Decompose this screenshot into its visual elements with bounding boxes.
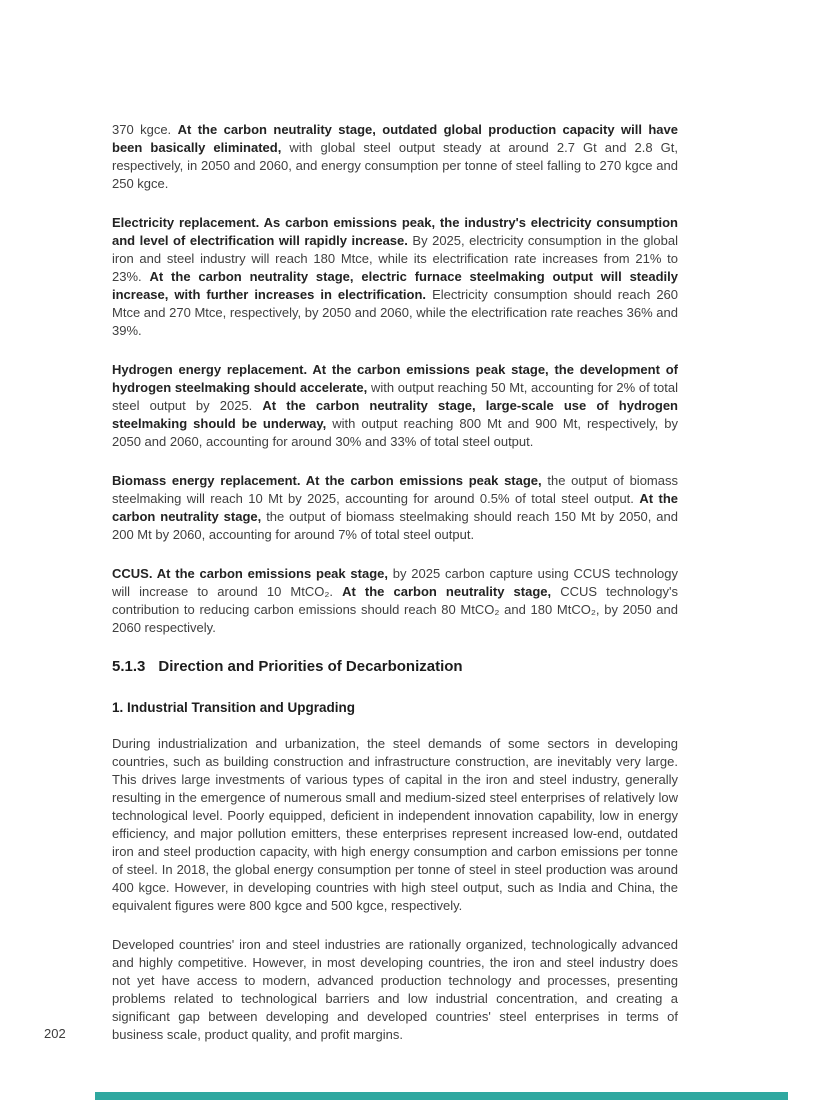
text-segment: Electricity consumption should reach 260 Mtce and 270 Mtce, respectively, by 2050 and 2060, while the electrification rate reaches 36% and 39%.: [112, 287, 679, 338]
paragraph: [112, 936, 678, 1044]
text-segment: CCUS. At the carbon emissions peak stage,: [112, 566, 393, 581]
text-segment: CCUS technology's contribution to reducing carbon emissions should reach 80 MtCO₂ and 180 MtCO₂, by 2050 and 2060 respectively.: [112, 584, 678, 635]
paragraph: [112, 472, 678, 544]
text-segment: During industrialization and urbanization, the steel demands of some sectors in developing countries, such as building construction and infrastructure construction, are inevitably very large. This drives large investments of various types of capital in the iron and steel industry, generally resulting in the emergence of numerous small and medium-sized steel enterprises of relatively low technological level. Poorly equipped, deficient in independent innovation capability, low in energy efficiency, and major pollution emitters, these enterprises represent increased low-end, outdated iron and steel production capacity, with high energy consumption and carbon emissions per tonne of steel. In 2018, the global energy consumption per tonne of steel in steel production was around 400 kgce. However, in developing countries with high steel output, such as India and China, the equivalent figures were 800 kgce and 500 kgce, respectively.: [112, 736, 678, 913]
paragraph: [112, 121, 678, 193]
text-segment: At the carbon neutrality stage, electric furnace steelmaking output will steadily increase, with further increases in electrification.: [112, 269, 678, 302]
text-segment: Biomass energy replacement. At the carbon emissions peak stage,: [112, 473, 548, 488]
text-segment: with global steel output steady at around 2.7 Gt and 2.8 Gt, respectively, in 2050 and 2060, and energy consumption per tonne of steel falling to 270 kgce and 250 kgce.: [112, 140, 678, 191]
text-segment: By 2025, electricity consumption in the global iron and steel industry will reach 180 Mtce, while its electrification rate increases from 21% to 23%.: [112, 233, 678, 284]
text-segment: by 2025 carbon capture using CCUS technology will increase to around 10 MtCO₂.: [112, 566, 678, 599]
paragraph: [112, 361, 678, 451]
text-segment: with output reaching 800 Mt and 900 Mt, respectively, by 2050 and 2060, accounting for around 30% and 33% of total steel output.: [112, 416, 678, 449]
text-segment: At the carbon neutrality stage, outdated global production capacity will have been basically eliminated,: [112, 122, 678, 155]
text-segment: Hydrogen energy replacement. At the carbon emissions peak stage, the development of hydrogen steelmaking should accelerate,: [112, 362, 678, 395]
text-segment: the output of biomass steelmaking should reach 150 Mt by 2050, and 200 Mt by 2060, accounting for around 7% of total steel output.: [112, 509, 678, 542]
text-segment: At the carbon neutrality stage, large-scale use of hydrogen steelmaking should be underway,: [112, 398, 678, 431]
section-heading-number: 5.1.3: [112, 658, 146, 675]
paragraph: [112, 735, 678, 915]
paragraph: [112, 214, 678, 340]
footer-accent-bar: [95, 1092, 788, 1100]
section-heading-text: Direction and Priorities of Decarbonization: [158, 658, 463, 675]
text-segment: with output reaching 50 Mt, accounting for 2% of total steel output by 2025.: [112, 380, 678, 413]
text-segment: the output of biomass steelmaking will reach 10 Mt by 2025, accounting for around 0.5% of total steel output.: [112, 473, 678, 506]
text-segment: 370 kgce.: [112, 122, 178, 137]
subsection-heading: 1. Industrial Transition and Upgrading: [112, 700, 356, 715]
page-number: 202: [44, 1026, 66, 1041]
text-segment: At the carbon neutrality stage,: [112, 491, 678, 524]
text-segment: Developed countries' iron and steel industries are rationally organized, technologically advanced and highly competitive. However, in most developing countries, the iron and steel industry does not yet have access to modern, advanced production technology and processes, presenting problems related to technological barriers and low industrial concentration, and creating a significant gap between developing and developed countries' steel enterprises in terms of business scale, product quality, and profit margins.: [112, 937, 678, 1042]
text-segment: Electricity replacement. As carbon emissions peak, the industry's electricity consumption and level of electrification will rapidly increase.: [112, 215, 678, 248]
text-segment: At the carbon neutrality stage,: [342, 584, 561, 599]
text-column: [112, 121, 678, 1065]
section-heading: [112, 658, 678, 676]
paragraph: [112, 565, 678, 637]
